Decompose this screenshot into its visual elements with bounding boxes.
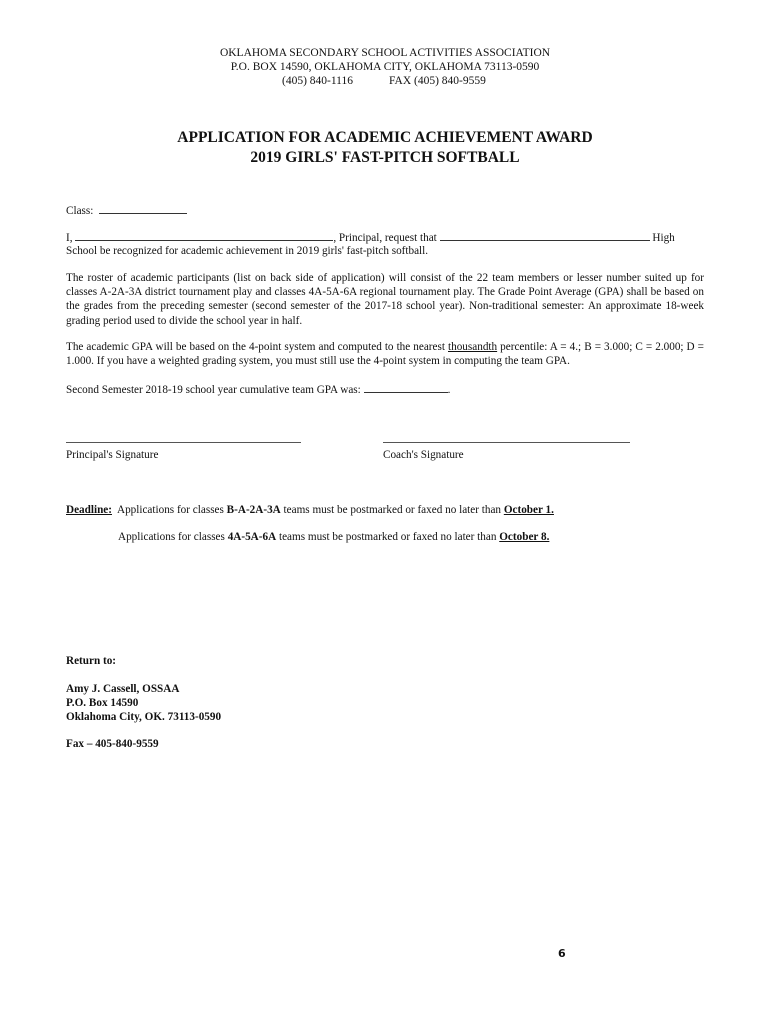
- gpa-underlined: thousandth: [448, 341, 498, 353]
- deadline-2-middle: teams must be postmarked or faxed no later than: [276, 531, 500, 543]
- org-address: P.O. BOX 14590, OKLAHOMA CITY, OKLAHOMA 73113-0590: [230, 61, 540, 73]
- deadline-1-date: October 1.: [503, 504, 554, 516]
- return-heading: Return to:: [66, 655, 117, 667]
- school-name-input[interactable]: [440, 230, 650, 241]
- deadline-line-2: [118, 530, 549, 544]
- deadline-1-middle: teams must be postmarked or faxed no later than: [280, 504, 504, 516]
- deadline-label: Deadline:: [66, 504, 112, 516]
- gpa-text-before: The academic GPA will be based on the 4-point system and computed to the nearest: [66, 341, 449, 353]
- request-suffix: High: [652, 232, 675, 244]
- coach-signature-line[interactable]: [383, 442, 630, 443]
- semester-gpa-end: .: [447, 384, 451, 396]
- gpa-paragraph: [66, 340, 704, 368]
- class-field: [66, 203, 187, 218]
- deadline-2-classes: 4A-5A-6A: [227, 531, 277, 543]
- deadline-1-classes: B-A-2A-3A: [226, 504, 281, 516]
- form-title: APPLICATION FOR ACADEMIC ACHIEVEMENT AWARD: [177, 129, 593, 146]
- request-line: [66, 230, 706, 245]
- semester-gpa-line: [66, 382, 450, 397]
- class-input[interactable]: [99, 203, 187, 214]
- semester-gpa-label: Second Semester 2018-19 school year cumulative team GPA was:: [66, 384, 361, 396]
- roster-paragraph: The roster of academic participants (list on back side of application) will consist of the 22 team members or lesser number suited up for classes A-2A-3A district tournament play and classes 4A-5A-6A regional tournament play. The Grade Point Average (GPA) shall be based on the grades from the preceding semester (second semester of the 2017-18 school year). Non-traditional semester: An approximate 18-week grading period used to divide the school year in half.: [66, 272, 704, 327]
- form-subtitle: 2019 GIRLS' FAST-PITCH SOFTBALL: [250, 149, 520, 166]
- page-number: 6: [558, 947, 566, 960]
- coach-signature-label: Coach's Signature: [383, 449, 464, 461]
- request-middle: , Principal, request that: [333, 232, 437, 244]
- deadline-1-before: Applications for classes: [116, 504, 227, 516]
- return-name: Amy J. Cassell, OSSAA: [66, 683, 180, 695]
- return-box: P.O. Box 14590: [66, 697, 139, 709]
- request-line-2: School be recognized for academic achievement in 2019 girls' fast-pitch softball.: [66, 245, 429, 257]
- class-label: Class:: [66, 205, 94, 217]
- gpa-text-after: percentile: A = 4.; B = 3.000; C = 2.000; D = 1.000. If you have a weighted grading system, you must still use the 4-point system in computing the team GPA.: [66, 341, 704, 368]
- principal-name-input[interactable]: [75, 230, 333, 241]
- return-city: Oklahoma City, OK. 73113-0590: [66, 711, 222, 723]
- principal-signature-line[interactable]: [66, 442, 301, 443]
- principal-signature-label: Principal's Signature: [66, 449, 159, 461]
- org-fax: FAX (405) 840-9559: [389, 75, 486, 87]
- request-prefix: I,: [66, 232, 73, 244]
- deadline-2-date: October 8.: [499, 531, 550, 543]
- org-phone: (405) 840-1116: [282, 75, 354, 87]
- deadline-2-before: Applications for classes: [118, 531, 228, 543]
- org-name: OKLAHOMA SECONDARY SCHOOL ACTIVITIES ASSOCIATION: [219, 47, 551, 59]
- team-gpa-input[interactable]: [364, 382, 448, 393]
- return-fax: Fax – 405-840-9559: [66, 738, 159, 750]
- deadline-line-1: [66, 503, 554, 517]
